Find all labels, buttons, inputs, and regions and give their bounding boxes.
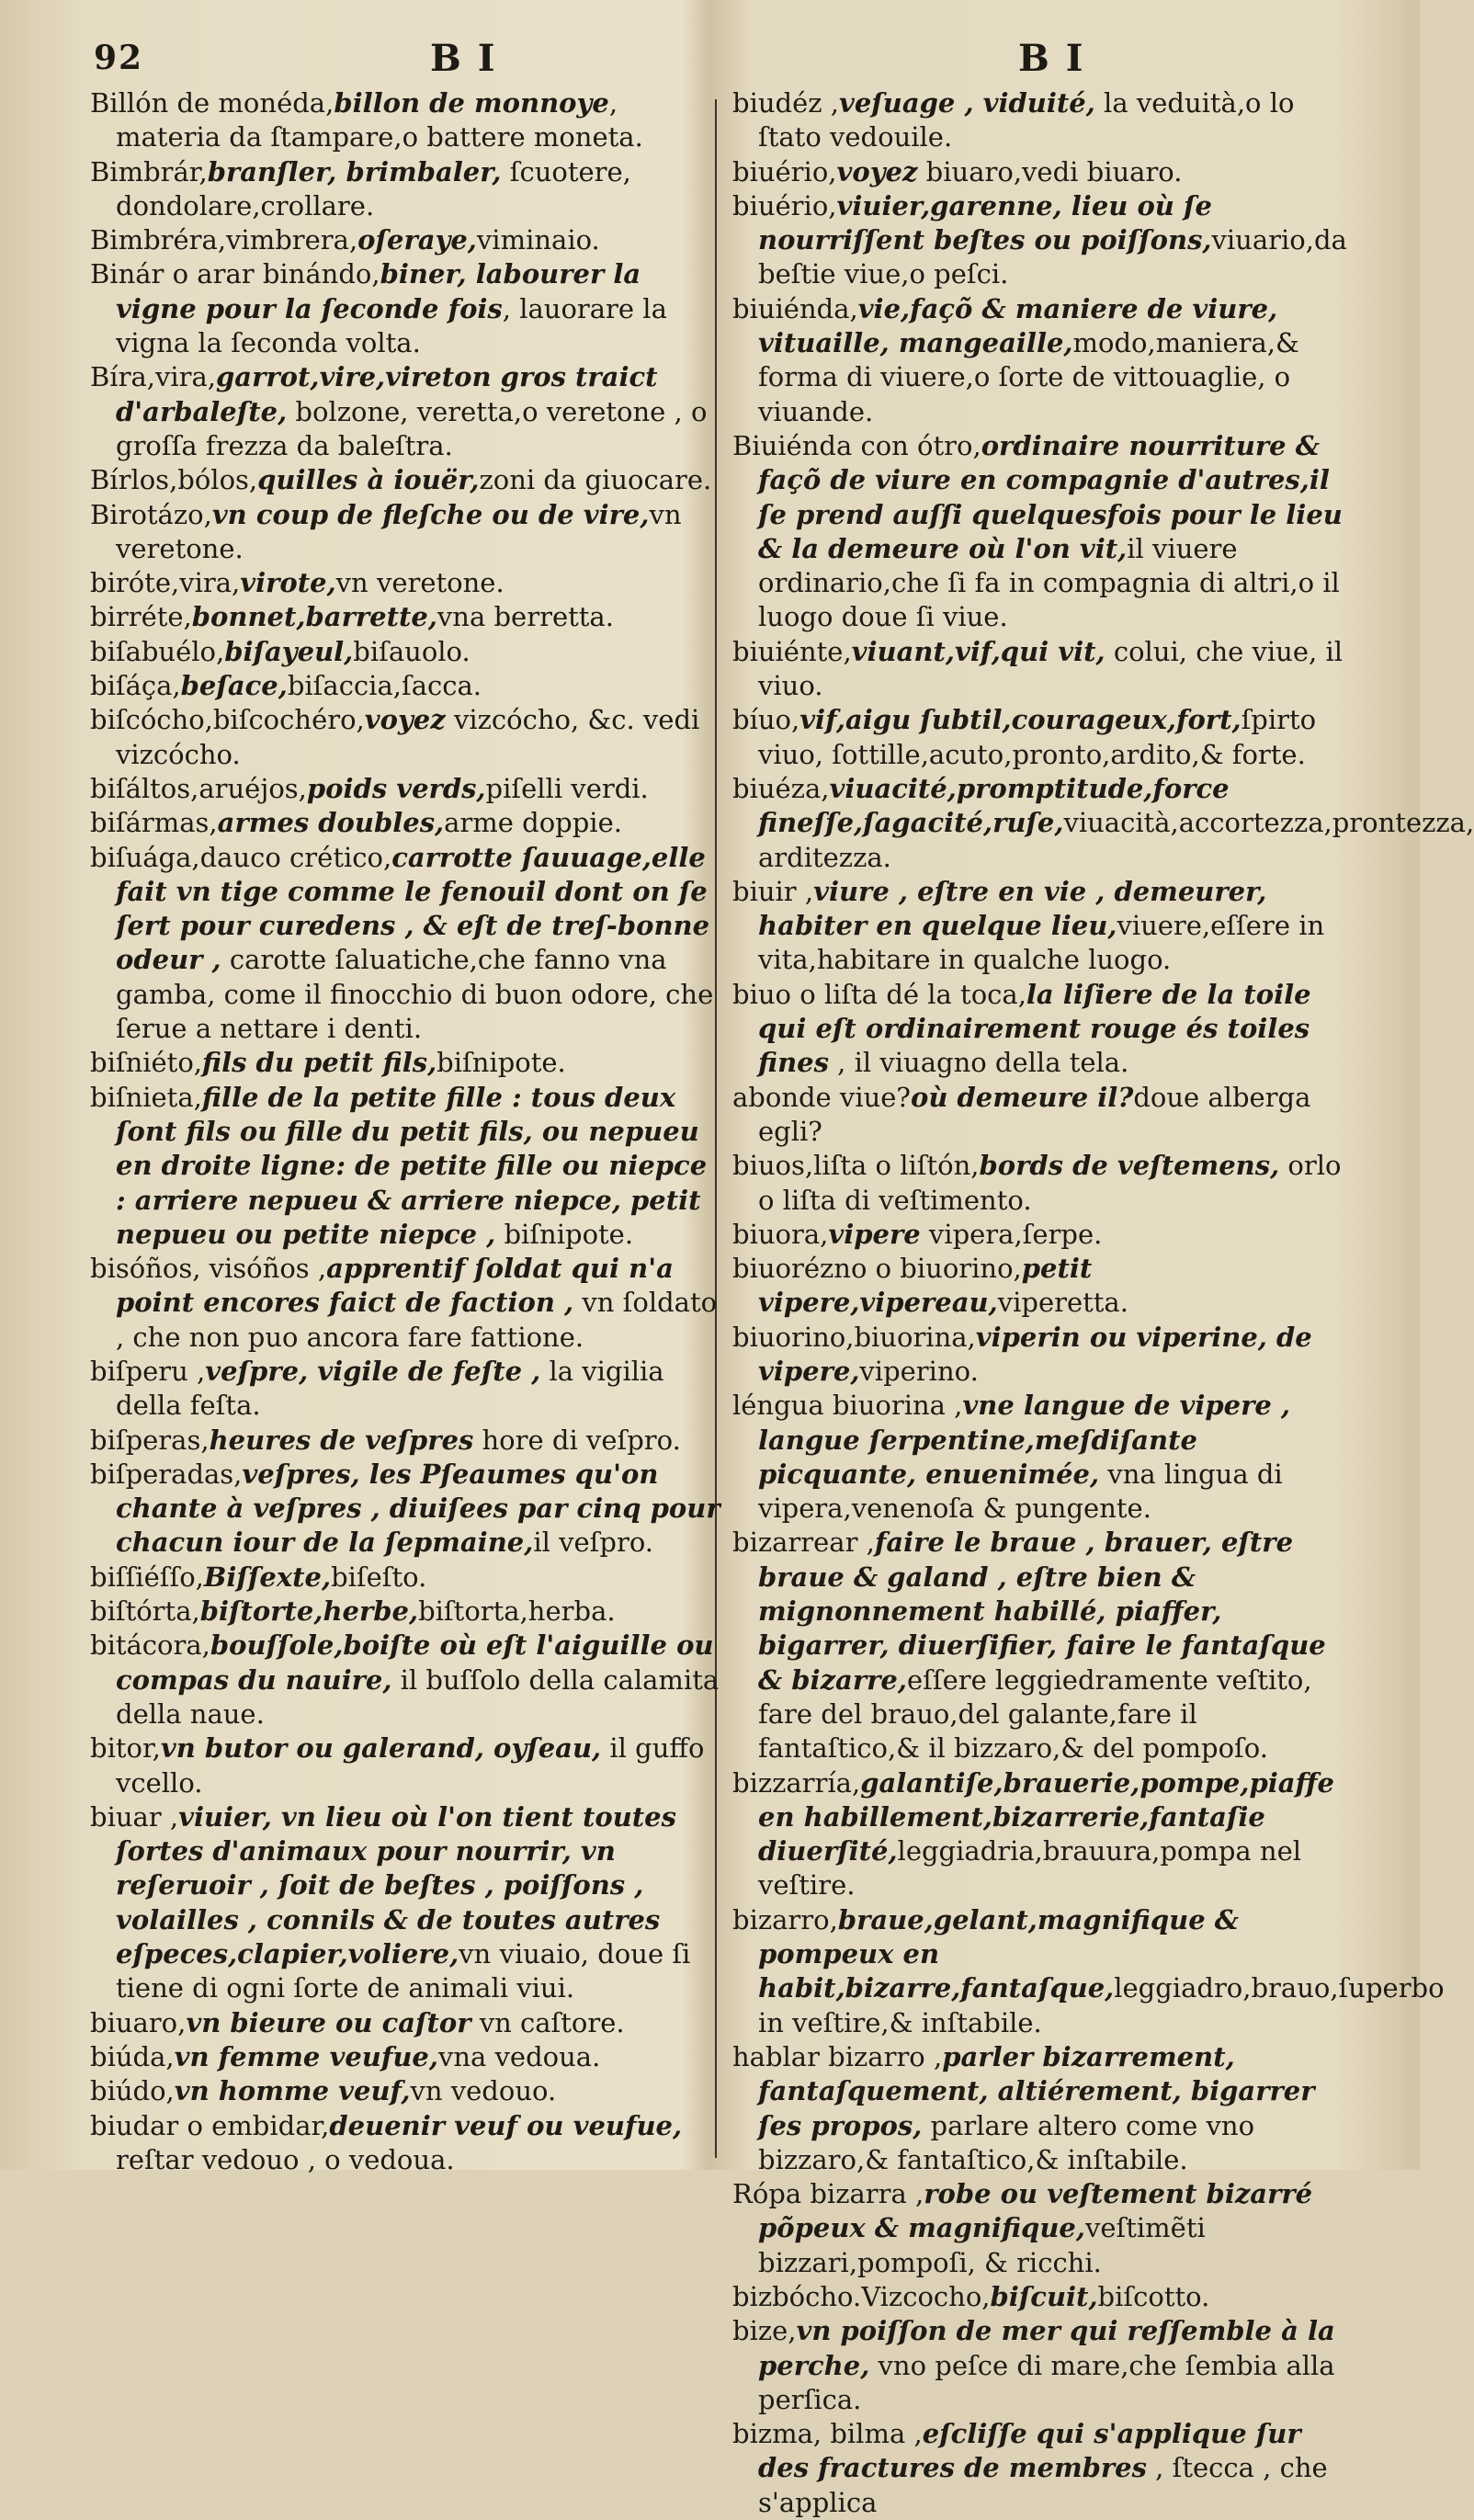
headword: biuar , xyxy=(90,1800,179,1833)
french-gloss: vn poiſſon de mer qui reſſemble à la perche, xyxy=(758,2315,1335,2381)
italian-gloss: vna vedoua. xyxy=(437,2040,601,2072)
italian-gloss: vizcócho, &c. vedi vizcócho. xyxy=(116,704,700,770)
headword: Binár o arar binándo, xyxy=(90,258,380,290)
dictionary-entry xyxy=(90,463,724,497)
french-gloss: deuenir veuf ou veufue, xyxy=(329,2109,683,2141)
italian-gloss: vn veretone. xyxy=(335,567,505,599)
french-gloss: eſcliſſe qui s'applique ſur des fractures de membres xyxy=(758,2418,1301,2484)
italian-gloss: vn vedouo. xyxy=(410,2075,557,2107)
dictionary-entry xyxy=(732,1526,1357,1765)
dictionary-entry xyxy=(732,429,1357,635)
dictionary-entry xyxy=(732,772,1474,875)
french-gloss: virote, xyxy=(240,567,336,599)
italian-gloss: vn caſtore. xyxy=(471,2006,625,2038)
headword: biudéz , xyxy=(732,87,839,119)
headword: biuaro, xyxy=(90,2006,187,2038)
headword: biſármas, xyxy=(90,807,218,839)
italian-gloss: orlo o liſta di veſtimento. xyxy=(758,1150,1342,1216)
dictionary-entry xyxy=(90,498,724,567)
french-gloss: fils du petit fils, xyxy=(202,1047,437,1079)
italian-gloss: modo,maniera,& forma di viuere,o ſorte de vittouaglie, o viuande. xyxy=(758,327,1299,427)
french-gloss: vn femme veufue, xyxy=(174,2040,438,2072)
italian-gloss: carotte ſaluatiche,che fanno vna gamba, come il finocchio di buon odore, che ſerue a nettare i denti. xyxy=(116,944,714,1045)
italian-gloss: viuere,eſſere in vita,habitare in qualche luogo. xyxy=(758,910,1325,976)
italian-gloss: vn veretone. xyxy=(116,498,682,564)
dictionary-entry xyxy=(90,635,724,669)
italian-gloss: veſtimẽti bizzari,pompoſi, & ricchi. xyxy=(758,2212,1206,2278)
french-gloss: galantiſe,brauerie,pompe,piaffe en habillement,bizarrerie,fantaſie diuerſité, xyxy=(758,1766,1334,1867)
dictionary-entry xyxy=(732,1149,1357,1218)
dictionary-entry xyxy=(90,703,724,772)
dictionary-entry xyxy=(90,1458,724,1561)
headword: biſperu , xyxy=(90,1355,206,1387)
dictionary-entry xyxy=(732,703,1357,772)
dictionary-entry xyxy=(732,2177,1357,2280)
headword: Bimbréra,vimbrera, xyxy=(90,224,358,256)
italian-gloss: vna lingua di vipera,venenoſa & pungente. xyxy=(758,1458,1283,1525)
headword: Bíra,vira, xyxy=(90,361,216,393)
italian-gloss: zoni da giuocare. xyxy=(479,464,712,496)
italian-gloss: , il viuagno della tela. xyxy=(828,1047,1129,1079)
italian-gloss: biſnipote. xyxy=(437,1047,566,1079)
headword: biſáça, xyxy=(90,670,181,702)
dictionary-entry xyxy=(732,2040,1357,2177)
dictionary-entry xyxy=(732,1252,1357,1321)
headword: biudar o embidar, xyxy=(90,2109,330,2141)
french-gloss: oſeraye, xyxy=(357,224,477,256)
headword: bize, xyxy=(732,2315,797,2347)
dictionary-entry xyxy=(90,223,724,257)
headword: bizma, bilma , xyxy=(732,2418,923,2450)
french-gloss: biſayeul, xyxy=(224,635,354,667)
headword: Bírlos,bólos, xyxy=(90,464,258,496)
headword: biuo o liſta dé la toca, xyxy=(732,978,1026,1010)
dictionary-entry xyxy=(90,1800,724,2006)
headword: biſcócho,biſcochéro, xyxy=(90,704,365,736)
dictionary-entry xyxy=(90,1046,724,1080)
italian-gloss: viperetta. xyxy=(997,1287,1128,1319)
headword: biróte,vira, xyxy=(90,567,241,599)
french-gloss: heures de veſpres xyxy=(209,1424,474,1456)
headword: biúdo, xyxy=(90,2075,175,2107)
italian-gloss: vno peſce di mare,che ſembia alla perſica. xyxy=(758,2349,1335,2415)
italian-gloss: il buſſolo della calamita della naue. xyxy=(116,1663,720,1730)
dictionary-entry xyxy=(90,806,724,840)
french-gloss: viuacité,promptitude,force fineſſe,ſagacité,ruſe, xyxy=(758,772,1230,839)
french-gloss: garrot,vire,vireton gros traict d'arbaleſte, xyxy=(116,361,658,427)
dictionary-entry xyxy=(90,86,724,155)
headword: bizarrear , xyxy=(732,1527,875,1559)
french-gloss: branſler, brimbaler, xyxy=(207,155,502,187)
headword: biuos,liſta o liſtón, xyxy=(732,1150,980,1182)
left-column xyxy=(90,86,724,2177)
french-gloss: braue,gelant,magnifique & pompeux en habit,bizarre,fantaſque, xyxy=(758,1903,1239,2004)
dictionary-entry xyxy=(90,1595,724,1629)
dictionary-entry xyxy=(732,2280,1357,2314)
italian-gloss: il viuere ordinario,che ſi fa in compagnia di altri,o il luogo doue ſi viue. xyxy=(758,532,1340,633)
dictionary-entry xyxy=(90,1731,724,1800)
dictionary-entry xyxy=(732,1766,1357,1903)
dictionary-entry xyxy=(90,841,724,1047)
dictionary-entry xyxy=(732,155,1357,189)
headword: bitácora, xyxy=(90,1629,210,1662)
dictionary-entry xyxy=(732,1389,1357,1526)
french-gloss: voyez xyxy=(364,704,446,736)
italian-gloss: il guffo vcello. xyxy=(116,1732,705,1799)
headword: bitor, xyxy=(90,1732,161,1765)
french-gloss: voyez xyxy=(836,155,918,187)
italian-gloss: vn viuaio, doue ſi tiene di ogni ſorte de animali viui. xyxy=(116,1938,691,2004)
dictionary-entry xyxy=(732,875,1357,978)
italian-gloss: biſtorta,herba. xyxy=(418,1595,616,1628)
headword: bíuo, xyxy=(732,704,800,736)
dictionary-entry xyxy=(90,2040,724,2074)
page-number: 92 xyxy=(94,39,144,77)
italian-gloss: ſpirto viuo, ſottille,acuto,pronto,ardito,& forte. xyxy=(758,704,1317,770)
dictionary-entry xyxy=(732,978,1357,1081)
italian-gloss: eſſere leggiedramente veſtito, fare del brauo,del galante,fare il fantaſtico,& il bizzaro,& del pompoſo. xyxy=(758,1663,1312,1765)
dictionary-entry xyxy=(90,2006,724,2040)
french-gloss: la liſiere de la toile qui eſt ordinairement rouge és toiles fines xyxy=(758,978,1311,1079)
dictionary-entry xyxy=(90,360,724,463)
headword: Birotázo, xyxy=(90,498,212,530)
headword: biuir , xyxy=(732,875,814,907)
headword: biuorézno o biuorino, xyxy=(732,1253,1022,1285)
french-gloss: poids verds, xyxy=(306,772,486,804)
headword: biúda, xyxy=(90,2040,175,2072)
italian-gloss: viperino. xyxy=(859,1355,979,1387)
headword: biuério, xyxy=(732,189,837,221)
italian-gloss: leggiadria,brauura,pompa nel veſtire. xyxy=(758,1835,1302,1901)
headword: bisóños, visóños , xyxy=(90,1253,327,1285)
headword: biſperadas, xyxy=(90,1458,243,1490)
french-gloss: quilles à iouër, xyxy=(257,464,480,496)
headword: biſſiéſſo, xyxy=(90,1561,204,1593)
dictionary-entry xyxy=(90,566,724,600)
italian-gloss: viminaio. xyxy=(476,224,600,256)
headword: biſáltos,aruéjos, xyxy=(90,772,307,804)
italian-gloss: bolzone, veretta,o veretone , o groſſa frezza da baleſtra. xyxy=(116,395,708,461)
headword: biuora, xyxy=(732,1218,829,1250)
french-gloss: bords de veſtemens, xyxy=(979,1150,1280,1182)
dictionary-entry xyxy=(732,1903,1445,2040)
french-gloss: vie,façõ & maniere de viure, vituaille, mangeaille, xyxy=(758,292,1278,359)
dictionary-entry xyxy=(90,1252,724,1355)
french-gloss: où demeure il? xyxy=(910,1081,1134,1113)
french-gloss: apprentif ſoldat qui n'a point encores faict de faction , xyxy=(116,1253,674,1319)
italian-gloss: il veſpro. xyxy=(533,1527,653,1559)
dictionary-entry xyxy=(90,1424,724,1458)
italian-gloss: arme doppie. xyxy=(444,807,622,839)
dictionary-entry xyxy=(732,635,1357,704)
french-gloss: beſace, xyxy=(180,670,288,702)
dictionary-entry xyxy=(732,2314,1357,2417)
dictionary-entry xyxy=(90,1629,724,1731)
dictionary-entry xyxy=(732,86,1357,155)
french-gloss: parler bizarrement, fantaſquement, altiérement, bigarrer ſes propos, xyxy=(758,2040,1315,2141)
french-gloss: viperin ou viperine, de vipere, xyxy=(758,1321,1312,1387)
italian-gloss: biſcotto. xyxy=(1097,2281,1210,2312)
italian-gloss: vipera,ſerpe. xyxy=(920,1218,1103,1250)
french-gloss: viure , eſtre en vie , demeurer, habiter en quelque lieu, xyxy=(758,875,1267,942)
french-gloss: billon de monnoye xyxy=(334,87,609,119)
headword: bizarro, xyxy=(732,1903,838,1935)
dictionary-entry xyxy=(90,2109,724,2178)
italian-gloss: , lauorare la vigna la ſeconda volta. xyxy=(116,292,667,359)
french-gloss: viuier,garenne, lieu où ſe nourriſſent beſtes ou poiſſons, xyxy=(758,189,1212,256)
dictionary-entry xyxy=(90,600,724,634)
italian-gloss: , materia da ſtampare,o battere moneta. xyxy=(116,87,643,153)
french-gloss: veſuage , viduité, xyxy=(838,87,1095,119)
italian-gloss: biuaro,vedi biuaro. xyxy=(917,155,1183,187)
headword: birréte, xyxy=(90,601,192,633)
italian-gloss: vna berretta. xyxy=(437,601,614,633)
french-gloss: Biſſexte, xyxy=(203,1561,332,1593)
dictionary-entry xyxy=(732,1321,1357,1390)
headword: Billón de monéda, xyxy=(90,87,334,119)
italian-gloss: biſaccia,ſacca. xyxy=(287,670,482,702)
italian-gloss: leggiadro,brauo,ſuperbo in veſtire,& inſtabile. xyxy=(758,1972,1445,2038)
french-gloss: vipere xyxy=(828,1218,921,1250)
headword: bizzarría, xyxy=(732,1766,861,1799)
headword: biſtórta, xyxy=(90,1595,200,1628)
french-gloss: vif,aigu ſubtil,courageux,fort, xyxy=(799,704,1242,736)
french-gloss: vn bieure ou caſtor xyxy=(186,2006,471,2038)
headword: biuéza, xyxy=(732,772,830,804)
headword: biſnieta, xyxy=(90,1081,202,1113)
italian-gloss: viuacità,accortezza,prontezza, arditezza. xyxy=(758,807,1474,873)
italian-gloss: piſelli verdi. xyxy=(485,772,649,804)
headword: biſuága,dauco crético, xyxy=(90,841,392,873)
french-gloss: vne langue de vipere , langue ſerpentine,meſdiſante picquante, enuenimée, xyxy=(758,1390,1291,1490)
french-gloss: vn coup de fleſche ou de vire, xyxy=(211,498,650,530)
italian-gloss: biſauolo. xyxy=(353,635,471,667)
running-head-right: B I xyxy=(1018,37,1085,80)
italian-gloss: la vigilia della feſta. xyxy=(116,1355,664,1422)
french-gloss: robe ou veſtement bizarré põpeux & magnifique, xyxy=(758,2178,1313,2244)
dictionary-entry xyxy=(732,1081,1357,1150)
headword: biſniéto, xyxy=(90,1047,203,1079)
italian-gloss: la veduità,o lo ſtato vedouile. xyxy=(758,87,1295,153)
italian-gloss: viuario,da beſtie viue,o peſci. xyxy=(758,224,1347,290)
headword: biuiénda, xyxy=(732,292,858,324)
french-gloss: fille de la petite fille : tous deux ſont fils ou fille du petit fils, ou nepueu en droite ligne: de petite fille ou niepce : arriere nepueu & arriere niepce, petit nepueu ou petite niepce , xyxy=(116,1081,708,1250)
french-gloss: veſpres, les Pſeaumes qu'on chante à veſpres , diuiſees par cinq pour chacun iour de la ſepmaine, xyxy=(116,1458,720,1559)
italian-gloss: vn ſoldato , che non puo ancora fare fattione. xyxy=(116,1287,718,1353)
headword: Bimbrár, xyxy=(90,155,208,187)
headword: biuério, xyxy=(732,155,837,187)
dictionary-entry xyxy=(732,292,1357,429)
headword: biſperas, xyxy=(90,1424,210,1456)
headword: biſabuélo, xyxy=(90,635,225,667)
italian-gloss: doue alberga egli? xyxy=(758,1081,1311,1147)
italian-gloss: hore di veſpro. xyxy=(473,1424,681,1456)
headword: léngua biuorina , xyxy=(732,1390,963,1422)
dictionary-entry xyxy=(90,1355,724,1424)
headword: biuiénte, xyxy=(732,635,852,667)
dictionary-entry xyxy=(732,2417,1357,2520)
french-gloss: faire le braue , brauer, eſtre braue & galand , eſtre bien & mignonnement habillé, piaffer, bigarrer, diuerſifier, faire le fantaſque & bizarre, xyxy=(758,1527,1326,1696)
italian-gloss: reſtar vedouo , o vedoua. xyxy=(116,2143,455,2175)
italian-gloss: biſeſto. xyxy=(331,1561,427,1593)
right-column xyxy=(732,86,1474,2520)
french-gloss: vn butor ou galerand, oyſeau, xyxy=(160,1732,602,1765)
headword: Rópa bizarra , xyxy=(732,2178,924,2210)
french-gloss: biſtorte,herbe, xyxy=(199,1595,419,1628)
french-gloss: carrotte ſauuage,elle fait vn tige comme le fenouil dont on ſe ſert pour curedens , & eſt de treſ-bonne odeur , xyxy=(116,841,710,976)
italian-gloss: ſcuotere, dondolare,crollare. xyxy=(116,155,631,221)
headword: bizbócho.Vizcocho, xyxy=(732,2281,991,2312)
french-gloss: veſpre, vigile de feſte , xyxy=(205,1355,541,1387)
headword: biuorino,biuorina, xyxy=(732,1321,976,1353)
french-gloss: bonnet,barrette, xyxy=(191,601,437,633)
french-gloss: viuier, vn lieu où l'on tient toutes ſortes d'animaux pour nourrir, vn reſeruoir , ſoit de beſtes , poiſſons , volailles , connils & de toutes autres eſpeces,clapier,voliere, xyxy=(116,1800,676,1970)
italian-gloss: colui, che viue, il viuo. xyxy=(758,635,1343,702)
dictionary-entry xyxy=(732,1218,1357,1252)
italian-gloss: , ſtecca , che s'applica xyxy=(758,2452,1328,2518)
dictionary-entry xyxy=(90,155,724,224)
french-gloss: biſcuit, xyxy=(990,2281,1098,2312)
dictionary-entry xyxy=(90,257,724,360)
french-gloss: armes doubles, xyxy=(217,807,445,839)
french-gloss: biner, labourer la vigne pour la ſeconde fois xyxy=(116,258,641,324)
italian-gloss: biſnipote. xyxy=(495,1218,634,1250)
dictionary-entry xyxy=(732,189,1357,292)
dictionary-entry xyxy=(90,772,724,806)
french-gloss: bouſſole,boiſte où eſt l'aiguille ou compas du nauire, xyxy=(116,1629,714,1696)
french-gloss: petit vipere,vipereau, xyxy=(758,1253,1093,1319)
french-gloss: ordinaire nourriture & façõ de viure en compagnie d'autres,il ſe prend auſſi quelquesfois pour le lieu & la demeure où l'on vit, xyxy=(758,429,1343,564)
dictionary-entry xyxy=(90,1561,724,1595)
italian-gloss: parlare altero come vno bizzaro,& fantaſtico,& inſtabile. xyxy=(758,2109,1255,2175)
headword: hablar bizarro , xyxy=(732,2040,943,2072)
headword: Biuiénda con ótro, xyxy=(732,429,981,461)
dictionary-entry xyxy=(90,2074,724,2108)
running-head-left: B I xyxy=(430,37,497,80)
dictionary-entry xyxy=(90,669,724,703)
french-gloss: viuant,vif,qui vit, xyxy=(851,635,1106,667)
french-gloss: vn homme veuf, xyxy=(174,2075,411,2107)
headword: abonde viue? xyxy=(732,1081,911,1113)
dictionary-entry xyxy=(90,1081,724,1252)
